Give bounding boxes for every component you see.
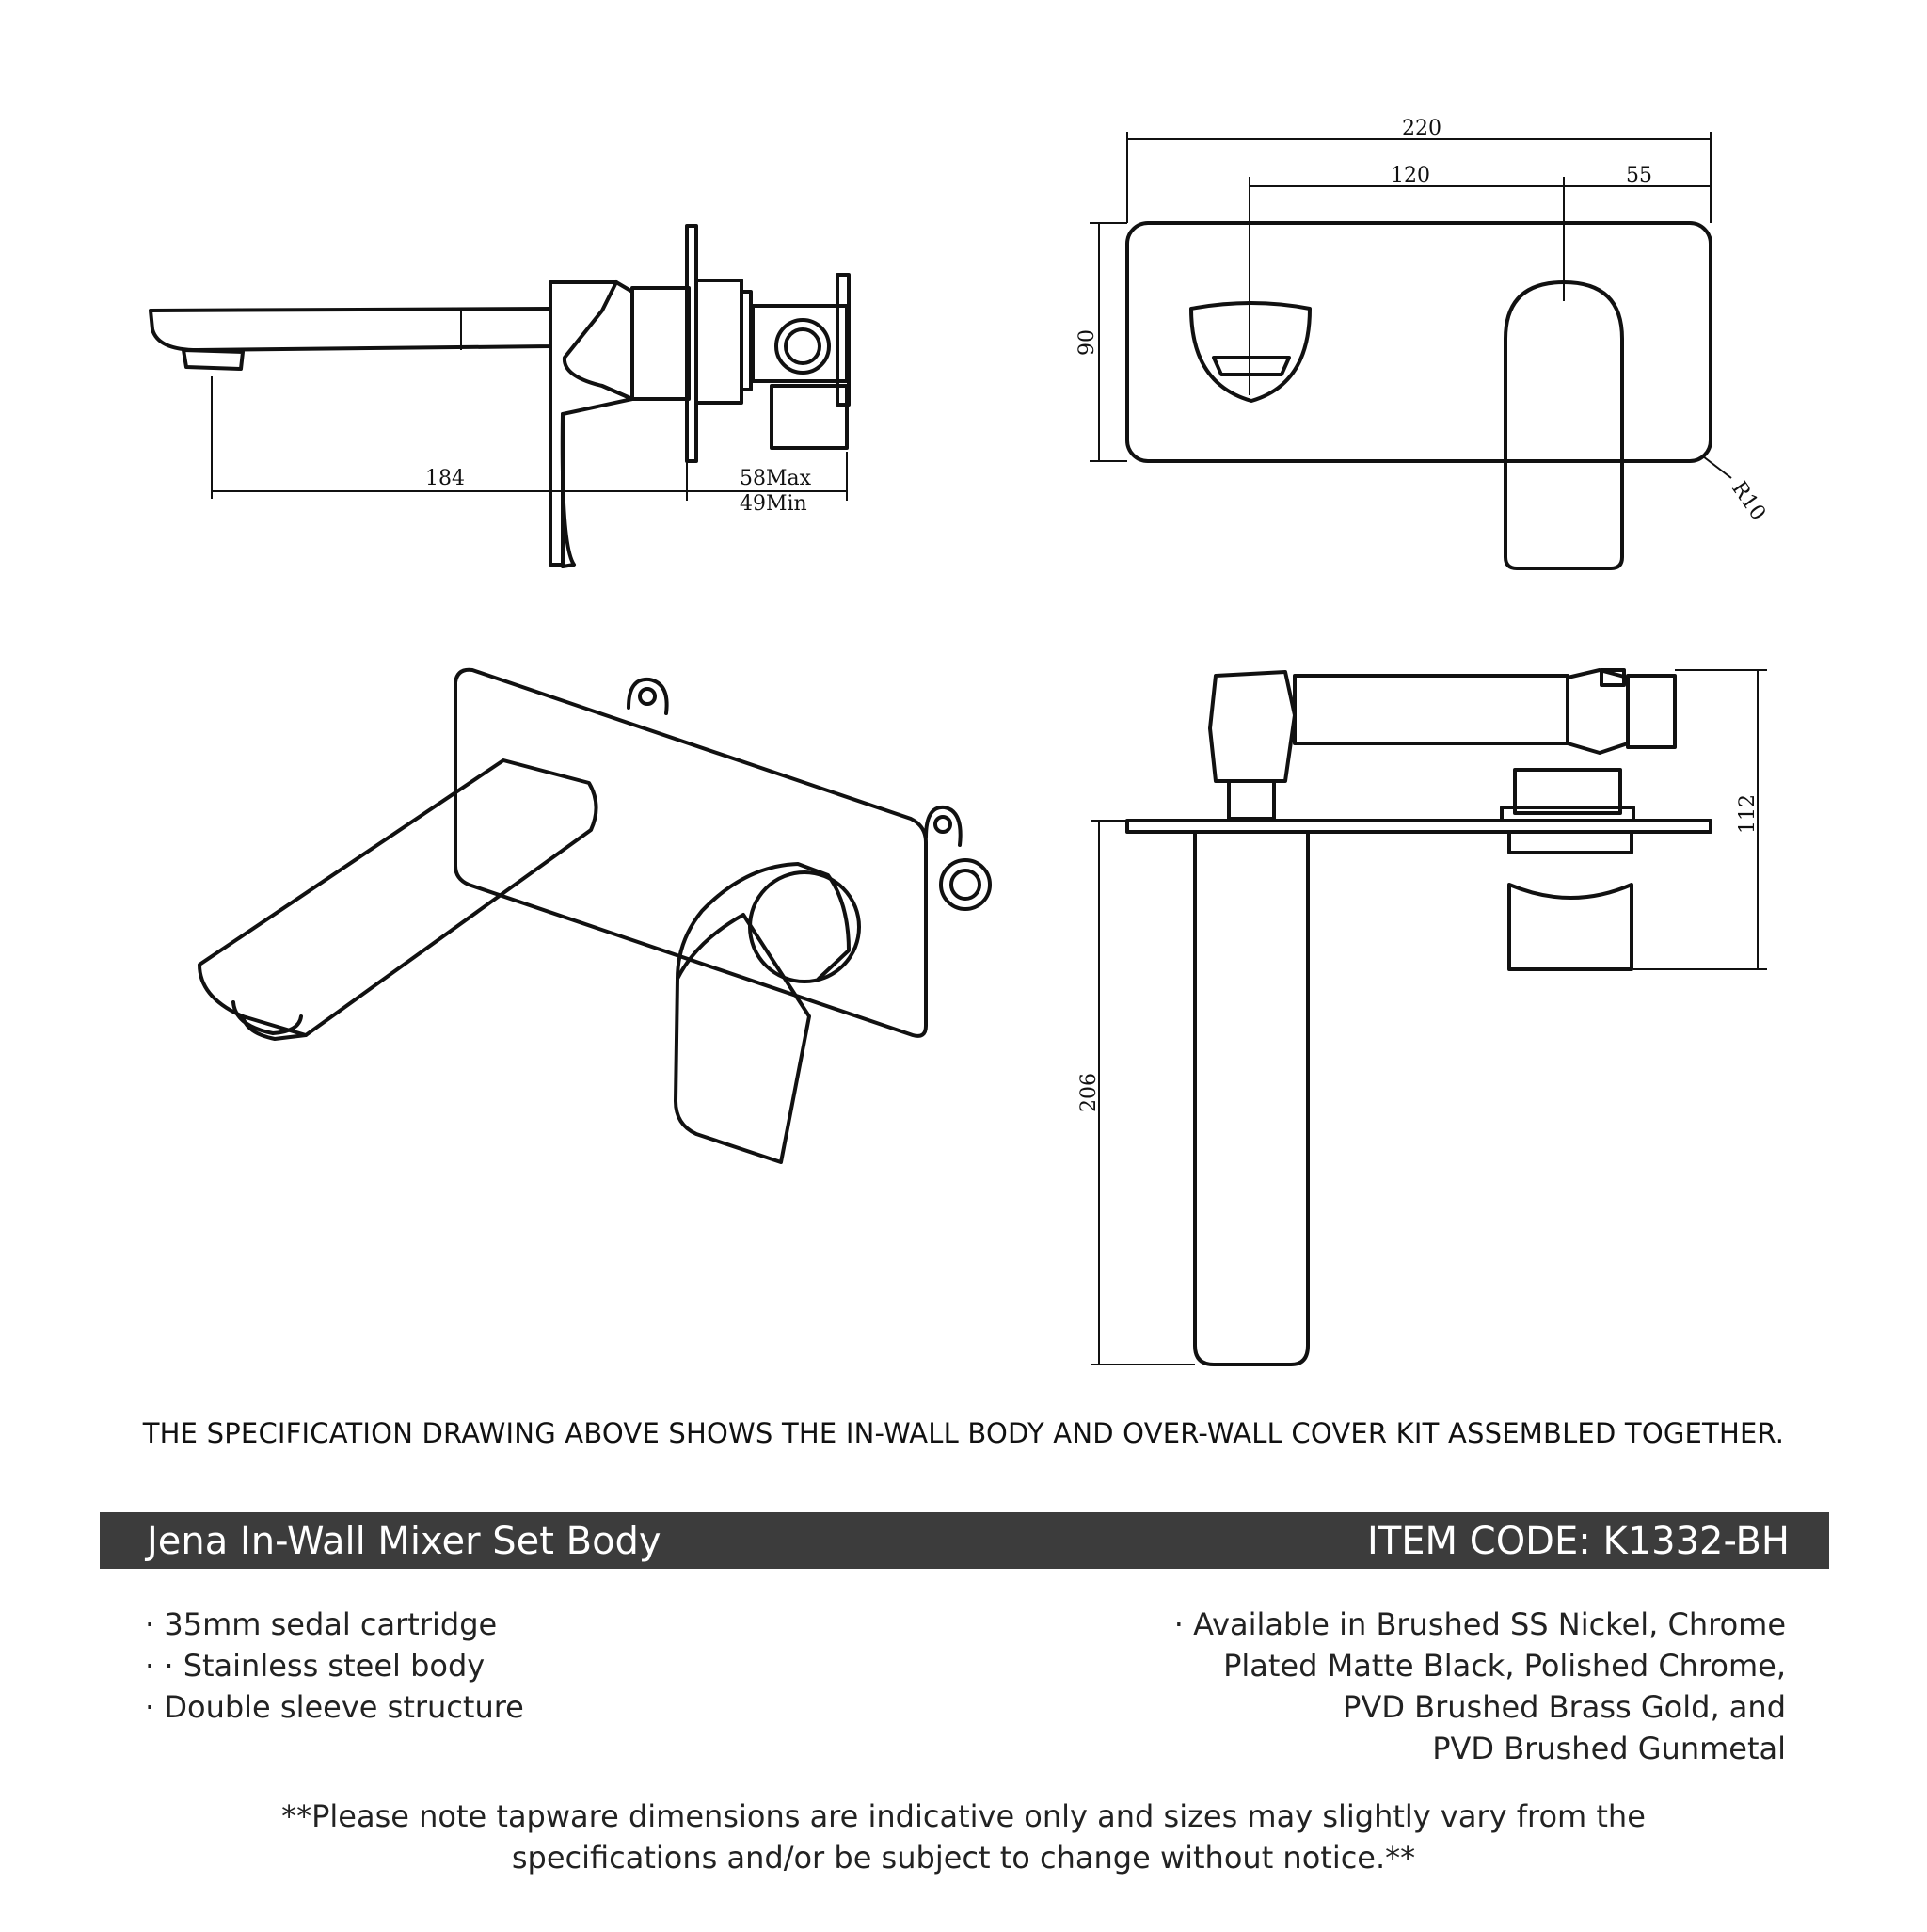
assembly-caption: THE SPECIFICATION DRAWING ABOVE SHOWS THE IN-WALL BODY AND OVER-WALL COVER KIT ASSEMBLED TOGETHER. xyxy=(142,1417,1785,1449)
dim-top-length: 206 xyxy=(1077,1073,1101,1112)
disclaimer-note xyxy=(0,1796,1927,1878)
finish-line: Plated Matte Black, Polished Chrome, xyxy=(1223,1648,1786,1684)
feature-item: · Double sleeve structure xyxy=(145,1689,524,1725)
feature-list-left xyxy=(145,1604,524,1728)
product-title-bar xyxy=(100,1512,1829,1569)
dim-side-max: 58Max xyxy=(740,467,812,490)
finish-options xyxy=(1071,1604,1786,1769)
top-view-drawing xyxy=(1091,670,1767,1365)
finish-line: · Available in Brushed SS Nickel, Chrome xyxy=(1173,1606,1786,1642)
note-line: specifications and/or be subject to change without notice.** xyxy=(511,1840,1416,1876)
finish-line: PVD Brushed Brass Gold, and xyxy=(1343,1689,1786,1725)
isometric-view-drawing xyxy=(199,670,990,1162)
dim-side-spout: 184 xyxy=(425,467,465,490)
finish-line: PVD Brushed Gunmetal xyxy=(1432,1731,1786,1766)
dim-side-min: 49Min xyxy=(740,492,807,516)
item-code: ITEM CODE: K1332-BH xyxy=(1367,1520,1790,1563)
dim-front-radius: R10 xyxy=(1727,477,1771,525)
front-view-drawing xyxy=(1090,132,1731,568)
dim-front-height: 90 xyxy=(1075,329,1099,356)
product-name: Jena In-Wall Mixer Set Body xyxy=(147,1520,661,1563)
dim-top-depth: 112 xyxy=(1736,794,1760,834)
feature-item: · · Stainless steel body xyxy=(145,1648,486,1684)
dim-front-width: 220 xyxy=(1402,117,1441,140)
dim-front-handle-offset: 55 xyxy=(1626,164,1652,187)
note-line: **Please note tapware dimensions are indicative only and sizes may slightly vary from the xyxy=(281,1798,1646,1834)
dim-front-spout-offset: 120 xyxy=(1391,164,1430,187)
feature-item: · 35mm sedal cartridge xyxy=(145,1606,498,1642)
